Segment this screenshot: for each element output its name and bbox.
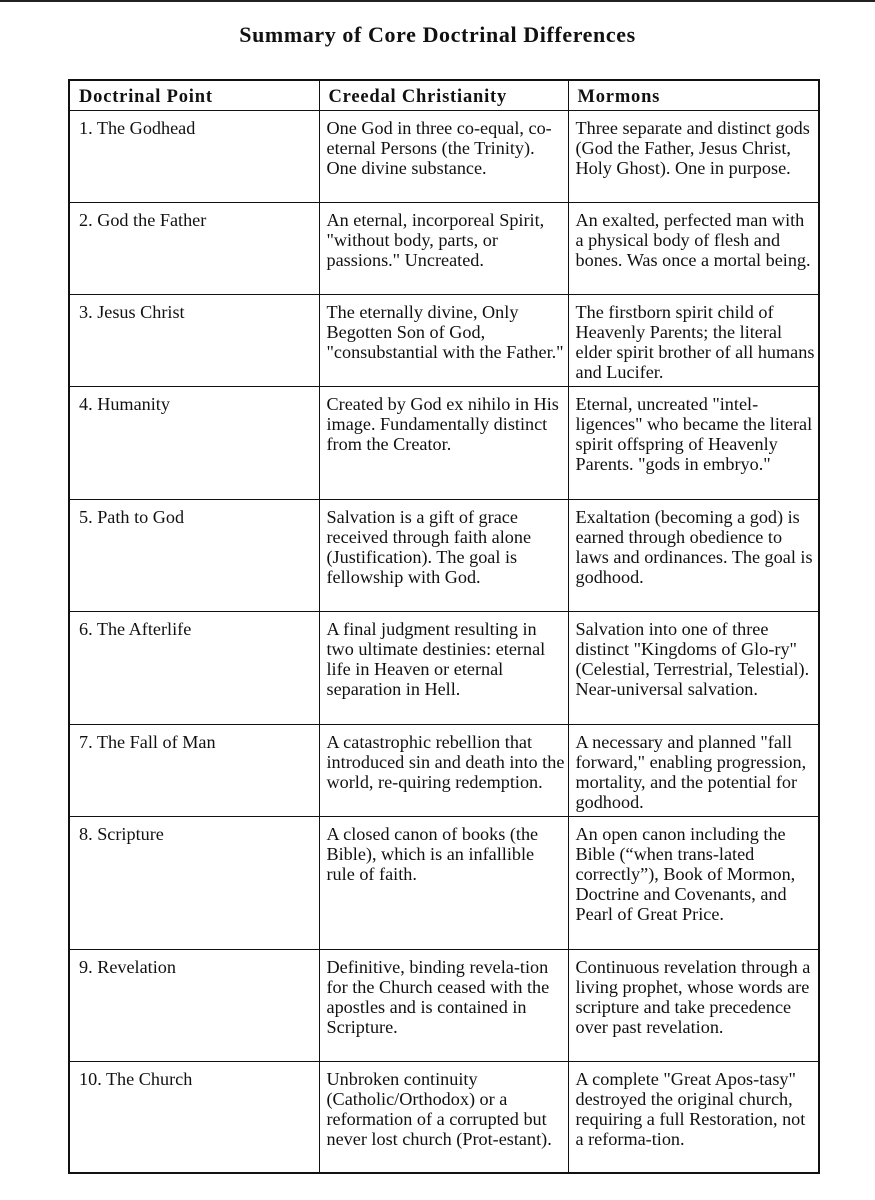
mormons-cell: A necessary and planned "fall forward," enabling progression, mortality, and the potential for godhood.	[568, 724, 819, 816]
table-row	[69, 1061, 819, 1173]
doctrinal-point-cell: 4. Humanity	[69, 386, 319, 499]
header-doctrinal-point: Doctrinal Point	[69, 80, 319, 110]
mormons-cell: The firstborn spirit child of Heavenly Parents; the literal elder spirit brother of all humans and Lucifer.	[568, 294, 819, 386]
page-title: Summary of Core Doctrinal Differences	[239, 22, 636, 47]
top-rule	[0, 0, 875, 2]
mormons-cell: Salvation into one of three distinct "Kingdoms of Glo-ry" (Celestial, Terrestrial, Telestial). Near-universal salvation.	[568, 611, 819, 724]
doctrine-comparison-table	[68, 79, 820, 1174]
table-row	[69, 499, 819, 611]
creedal-christianity-cell: Unbroken continuity (Catholic/Orthodox) or a reformation of a corrupted but never lost church (Prot-estant).	[319, 1061, 568, 1173]
table-header-row	[69, 80, 819, 110]
doctrinal-point-cell: 5. Path to God	[69, 499, 319, 611]
doctrinal-point-cell: 8. Scripture	[69, 816, 319, 949]
table-row	[69, 724, 819, 816]
creedal-christianity-cell: Definitive, binding revela-tion for the Church ceased with the apostles and is contained in Scripture.	[319, 949, 568, 1061]
creedal-christianity-cell: One God in three co-equal, co-eternal Persons (the Trinity). One divine substance.	[319, 110, 568, 202]
header-creedal-christianity: Creedal Christianity	[319, 80, 568, 110]
table-row	[69, 386, 819, 499]
doctrinal-point-cell: 10. The Church	[69, 1061, 319, 1173]
mormons-cell: Eternal, uncreated "intel-ligences" who became the literal spirit offspring of Heavenly Parents. "gods in embryo."	[568, 386, 819, 499]
doctrinal-point-cell: 9. Revelation	[69, 949, 319, 1061]
creedal-christianity-cell: The eternally divine, Only Begotten Son of God, "consubstantial with the Father."	[319, 294, 568, 386]
mormons-cell: A complete "Great Apos-tasy" destroyed the original church, requiring a full Restoration, not a reforma-tion.	[568, 1061, 819, 1173]
mormons-cell: An open canon including the Bible (“when trans-lated correctly”), Book of Mormon, Doctrine and Covenants, and Pearl of Great Price.	[568, 816, 819, 949]
creedal-christianity-cell: An eternal, incorporeal Spirit, "without body, parts, or passions." Uncreated.	[319, 202, 568, 294]
mormons-cell: Three separate and distinct gods (God the Father, Jesus Christ, Holy Ghost). One in purpose.	[568, 110, 819, 202]
creedal-christianity-cell: A final judgment resulting in two ultimate destinies: eternal life in Heaven or eternal separation in Hell.	[319, 611, 568, 724]
doctrinal-point-cell: 6. The Afterlife	[69, 611, 319, 724]
header-mormons: Mormons	[568, 80, 819, 110]
mormons-cell: An exalted, perfected man with a physical body of flesh and bones. Was once a mortal being.	[568, 202, 819, 294]
creedal-christianity-cell: Created by God ex nihilo in His image. Fundamentally distinct from the Creator.	[319, 386, 568, 499]
doctrinal-point-cell: 3. Jesus Christ	[69, 294, 319, 386]
doctrinal-point-cell: 1. The Godhead	[69, 110, 319, 202]
creedal-christianity-cell: A catastrophic rebellion that introduced sin and death into the world, re-quiring redemption.	[319, 724, 568, 816]
creedal-christianity-cell: A closed canon of books (the Bible), which is an infallible rule of faith.	[319, 816, 568, 949]
creedal-christianity-cell: Salvation is a gift of grace received through faith alone (Justification). The goal is fellowship with God.	[319, 499, 568, 611]
doctrinal-point-cell: 7. The Fall of Man	[69, 724, 319, 816]
table-row	[69, 110, 819, 202]
table-row	[69, 816, 819, 949]
table-row	[69, 949, 819, 1061]
table-row	[69, 294, 819, 386]
doctrinal-point-cell: 2. God the Father	[69, 202, 319, 294]
mormons-cell: Continuous revelation through a living prophet, whose words are scripture and take precedence over past revelation.	[568, 949, 819, 1061]
table-row	[69, 202, 819, 294]
table-row	[69, 611, 819, 724]
mormons-cell: Exaltation (becoming a god) is earned through obedience to laws and ordinances. The goal is godhood.	[568, 499, 819, 611]
